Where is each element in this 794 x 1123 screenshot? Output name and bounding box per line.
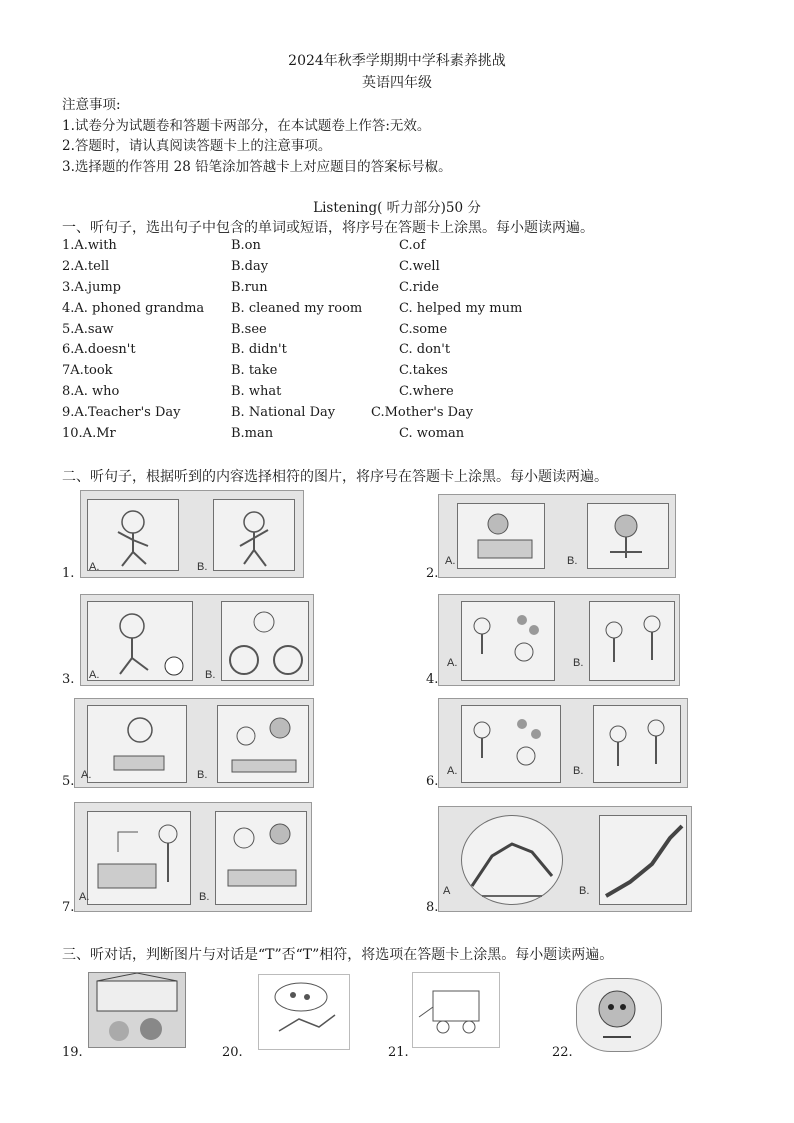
item-number: 21. — [388, 1045, 409, 1060]
option-c: C.ride — [399, 280, 440, 295]
section2-heading: 二、听句子，根据听到的内容选择相符的图片，将序号在答题卡上涂黑。每小题读两遍。 — [62, 469, 608, 485]
option-a: 8.A. who — [62, 384, 120, 399]
option-a: 1.A.with — [62, 238, 117, 253]
cartoon-family-table-image — [217, 705, 309, 783]
option-c: C. don't — [399, 342, 451, 357]
item-number: 22. — [552, 1045, 573, 1060]
option-c: C.Mother's Day — [371, 405, 474, 420]
option-a: 9.A.Teacher's Day — [62, 405, 181, 420]
option-c: C.of — [399, 238, 426, 253]
cartoon-boy-football-image — [87, 601, 193, 681]
cartoon-children-fruit-image — [461, 705, 561, 783]
cartoon-girl-desk-image — [457, 503, 545, 569]
picture-pair-2 — [438, 494, 676, 578]
picture-pair-8 — [438, 806, 692, 912]
item-number: 4. — [426, 672, 439, 687]
label-a: A. — [445, 555, 456, 567]
option-a: 10.A.Mr — [62, 426, 116, 441]
picture-pair-3 — [80, 594, 314, 686]
picture-pair-7 — [74, 802, 312, 912]
option-a: 2.A.tell — [62, 259, 110, 274]
cartoon-boy-eating-image — [87, 705, 187, 783]
label-a: A. — [447, 657, 458, 669]
option-b: B.day — [231, 259, 269, 274]
label-b: B. — [197, 769, 208, 781]
label-a: A. — [89, 669, 100, 681]
great-wall-circle-image — [461, 815, 563, 905]
cartoon-girl-running-image — [213, 499, 295, 571]
item-number: 7. — [62, 900, 75, 915]
page-subtitle: 英语四年级 — [362, 75, 432, 91]
option-a: 6.A.doesn't — [62, 342, 136, 357]
item-number: 20. — [222, 1045, 243, 1060]
label-b: B. — [579, 885, 590, 897]
cartoon-boy-bike-image — [221, 601, 309, 681]
label-b: B. — [573, 765, 584, 777]
label-a: A. — [447, 765, 458, 777]
item-number: 3. — [62, 672, 75, 687]
option-c: C.takes — [399, 363, 448, 378]
option-b: B.run — [231, 280, 268, 295]
item-number: 5. — [62, 774, 75, 789]
option-a: 5.A.saw — [62, 322, 114, 337]
cartoon-girl-singing-image — [587, 503, 669, 569]
label-b: B. — [573, 657, 584, 669]
label-a: A. — [81, 769, 92, 781]
item-number: 19. — [62, 1045, 83, 1060]
picture-pair-5 — [74, 698, 314, 788]
label-b: B. — [197, 561, 208, 573]
cartoon-children-playing-image — [589, 601, 675, 681]
cartoon-girl-portrait-image — [576, 978, 662, 1052]
option-b: B. cleaned my room — [231, 301, 363, 316]
picture-pair-4 — [438, 594, 680, 686]
option-a: 4.A. phoned grandma — [62, 301, 205, 316]
label-b: B. — [567, 555, 578, 567]
option-c: C. helped my mum — [399, 301, 523, 316]
cartoon-boy-jumping-image — [87, 499, 179, 571]
cartoon-ancient-writing-image — [87, 811, 191, 905]
option-a: 3.A.jump — [62, 280, 121, 295]
label-a: A. — [79, 891, 90, 903]
label-a: A — [443, 885, 451, 897]
option-b: B.on — [231, 238, 261, 253]
option-a: 7A.took — [62, 363, 113, 378]
great-wall-image — [599, 815, 687, 905]
item-number: 2. — [426, 566, 439, 581]
note-item: 2.答题时，请认真阅读答题卡上的注意事项。 — [62, 138, 332, 154]
option-b: B. take — [231, 363, 278, 378]
label-b: B. — [205, 669, 216, 681]
candy-image — [258, 974, 350, 1050]
listening-heading: Listening( 听力部分)50 分 — [313, 200, 481, 216]
white-house-image — [88, 972, 186, 1048]
note-item: 3.选择题的作答用 28 铅笔涂加答越卡上对应题目的答案标号椒。 — [62, 159, 452, 175]
option-b: B. what — [231, 384, 282, 399]
cartoon-children-fruit-image — [461, 601, 555, 681]
page-title: 2024年秋季学期期中学科素养挑战 — [288, 53, 506, 69]
cartoon-children-playing-image — [593, 705, 681, 783]
option-b: B.see — [231, 322, 267, 337]
option-c: C.some — [399, 322, 448, 337]
cartoon-ancient-reading-image — [215, 811, 307, 905]
picture-pair-6 — [438, 698, 688, 788]
option-b: B. National Day — [231, 405, 336, 420]
note-item: 1.试卷分为试题卷和答题卡两部分，在本试题卷上作答:无效。 — [62, 118, 431, 134]
option-b: B.man — [231, 426, 274, 441]
label-b: B. — [199, 891, 210, 903]
section1-heading: 一、听句子，选出句子中包含的单词或短语，将序号在答题卡上涂黑。每小题读两遍。 — [62, 220, 594, 236]
toy-train-image — [412, 972, 500, 1048]
label-a: A. — [89, 561, 100, 573]
section3-heading: 三、听对话，判断图片与对话是“T”否“T”相符，将选项在答题卡上涂黑。每小题读两遍。 — [62, 947, 614, 963]
notes-heading: 注意事项: — [62, 97, 121, 113]
item-number: 1. — [62, 566, 75, 581]
item-number: 8. — [426, 900, 439, 915]
item-number: 6. — [426, 774, 439, 789]
option-c: C.well — [399, 259, 440, 274]
option-b: B. didn't — [231, 342, 287, 357]
option-c: C.where — [399, 384, 454, 399]
picture-pair-1 — [80, 490, 304, 578]
option-c: C. woman — [399, 426, 465, 441]
